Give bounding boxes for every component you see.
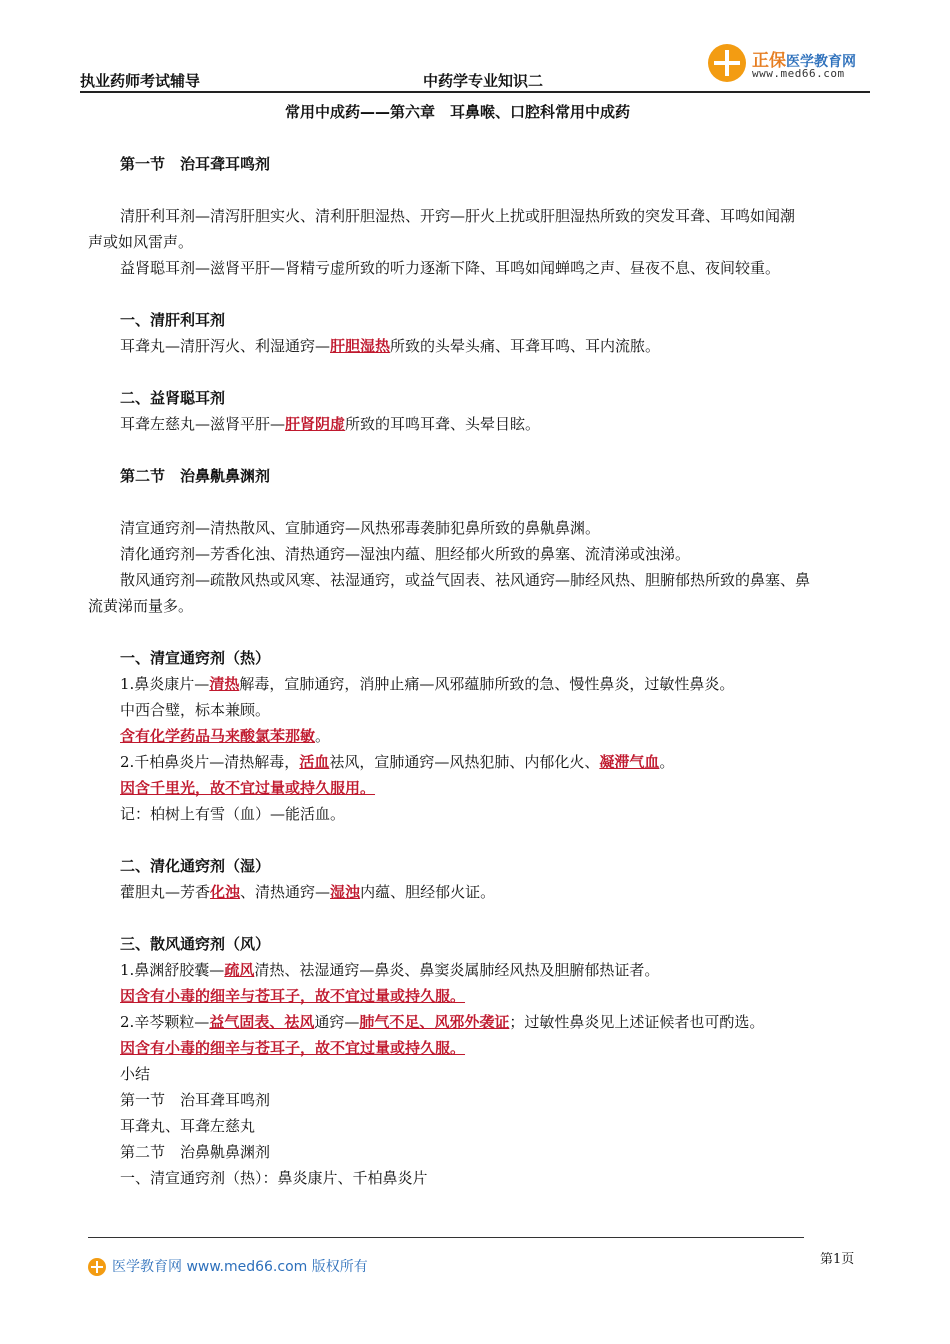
highlight: 湿浊: [330, 883, 361, 901]
sec2-sub3-item2-warning: 因含有小毒的细辛与苍耳子，故不宜过量或持久服。: [120, 1039, 466, 1057]
sec2-sub1-heading: 一、清宣通窍剂（热）: [120, 649, 271, 667]
highlight: 凝滞气血: [599, 753, 660, 771]
summary-title: 小结: [120, 1065, 151, 1083]
footer-logo[interactable]: 医学教育网 www.med66.com 版权所有: [88, 1256, 368, 1276]
cross-logo-icon: [708, 44, 746, 82]
header-center-title: 中药学专业知识二: [423, 72, 544, 90]
sec2-sub3-item1: 1.鼻渊舒胶囊—疏风清热、祛湿通窍—鼻炎、鼻窦炎属肺经风热及胆腑郁热证者。: [120, 961, 660, 979]
highlight: 疏风: [224, 961, 255, 979]
sec2-sub2-text: 藿胆丸—芳香化浊、清热通窍—湿浊内蕴、胆经郁火证。: [120, 883, 496, 901]
footer-divider: [88, 1237, 804, 1238]
summary-line-2: 耳聋丸、耳聋左慈丸: [120, 1117, 256, 1135]
logo-brand-text: 正保医学教育网: [752, 51, 856, 71]
sec2-para-3a: 散风通窍剂—疏散风热或风寒、祛湿通窍，或益气固表、祛风通窍—肺经风热、胆腑郁热所致的鼻塞、鼻: [120, 571, 811, 589]
sec1-para-1a: 清肝利耳剂—清泻肝胆实火、清利肝胆湿热、开窍—肝火上扰或肝胆湿热所致的突发耳聋、耳鸣如闻潮: [120, 207, 796, 225]
sec1-para-2: 益肾聪耳剂—滋肾平肝—肾精亏虚所致的听力逐渐下降、耳鸣如闻蝉鸣之声、昼夜不息、夜间较重。: [120, 259, 781, 277]
sec2-sub3-item2: 2.辛芩颗粒—益气固表、祛风通窍—肺气不足、风邪外袭证；过敏性鼻炎见上述证候者也可酌选。: [120, 1013, 765, 1031]
highlight: 清热: [209, 675, 240, 693]
brand-logo[interactable]: [708, 42, 870, 86]
sec2-sub1-item2-memo: 记：柏树上有雪（血）—能活血。: [120, 805, 346, 823]
sec2-sub1-item1-warning: 含有化学药品马来酸氯苯那敏。: [120, 727, 331, 745]
sec2-para-1: 清宣通窍剂—清热散风、宣肺通窍—风热邪毒袭肺犯鼻所致的鼻鼽鼻渊。: [120, 519, 601, 537]
page-header: [80, 0, 870, 92]
sec2-sub3-heading: 三、散风通窍剂（风）: [120, 935, 271, 953]
logo-url: www.med66.com: [752, 67, 845, 80]
sec1-para-1b: 声或如风雷声。: [88, 233, 194, 251]
chapter-title: 常用中成药——第六章 耳鼻喉、口腔科常用中成药: [285, 103, 631, 121]
highlight: 肺气不足、风邪外袭证: [359, 1013, 510, 1031]
sec1-sub1-heading: 一、清肝利耳剂: [120, 311, 226, 329]
sec2-sub1-item1-note: 中西合璧，标本兼顾。: [120, 701, 271, 719]
highlight: 肝胆湿热: [330, 337, 391, 355]
section-2-heading: 第二节 治鼻鼽鼻渊剂: [120, 467, 271, 485]
sec2-para-2: 清化通窍剂—芳香化浊、清热通窍—湿浊内蕴、胆经郁火所致的鼻塞、流清涕或浊涕。: [120, 545, 691, 563]
highlight: 肝肾阴虚: [285, 415, 346, 433]
highlight: 活血: [299, 753, 330, 771]
highlight: 益气固表、祛风: [209, 1013, 315, 1031]
summary-line-4: 一、清宣通窍剂（热）：鼻炎康片、千柏鼻炎片: [120, 1169, 428, 1187]
page-number: 第1页: [820, 1252, 855, 1267]
sec2-para-3b: 流黄涕而量多。: [88, 597, 194, 615]
header-left-title: 执业药师考试辅导: [80, 72, 201, 90]
summary-line-3: 第二节 治鼻鼽鼻渊剂: [120, 1143, 271, 1161]
sec2-sub3-item1-warning: 因含有小毒的细辛与苍耳子，故不宜过量或持久服。: [120, 987, 466, 1005]
sec2-sub2-heading: 二、清化通窍剂（湿）: [120, 857, 271, 875]
section-1-heading: 第一节 治耳聋耳鸣剂: [120, 155, 271, 173]
sec1-sub2-heading: 二、益肾聪耳剂: [120, 389, 226, 407]
sec2-sub1-item2: 2.千柏鼻炎片—清热解毒，活血祛风，宣肺通窍—风热犯肺、内郁化火、凝滞气血。: [120, 753, 675, 771]
header-divider: [80, 91, 870, 93]
sec1-sub2-text: 耳聋左慈丸—滋肾平肝—肝肾阴虚所致的耳鸣耳聋、头晕目眩。: [120, 415, 541, 433]
sec1-sub1-text: 耳聋丸—清肝泻火、利湿通窍—肝胆湿热所致的头晕头痛、耳聋耳鸣、耳内流脓。: [120, 337, 661, 355]
summary-line-1: 第一节 治耳聋耳鸣剂: [120, 1091, 271, 1109]
cross-logo-icon: [88, 1258, 106, 1276]
sec2-sub1-item1: 1.鼻炎康片—清热解毒，宣肺通窍，消肿止痛—风邪蕴肺所致的急、慢性鼻炎，过敏性鼻炎。: [120, 675, 735, 693]
highlight: 化浊: [210, 883, 241, 901]
sec2-sub1-item2-warning: 因含千里光，故不宜过量或持久服用。: [120, 779, 376, 797]
